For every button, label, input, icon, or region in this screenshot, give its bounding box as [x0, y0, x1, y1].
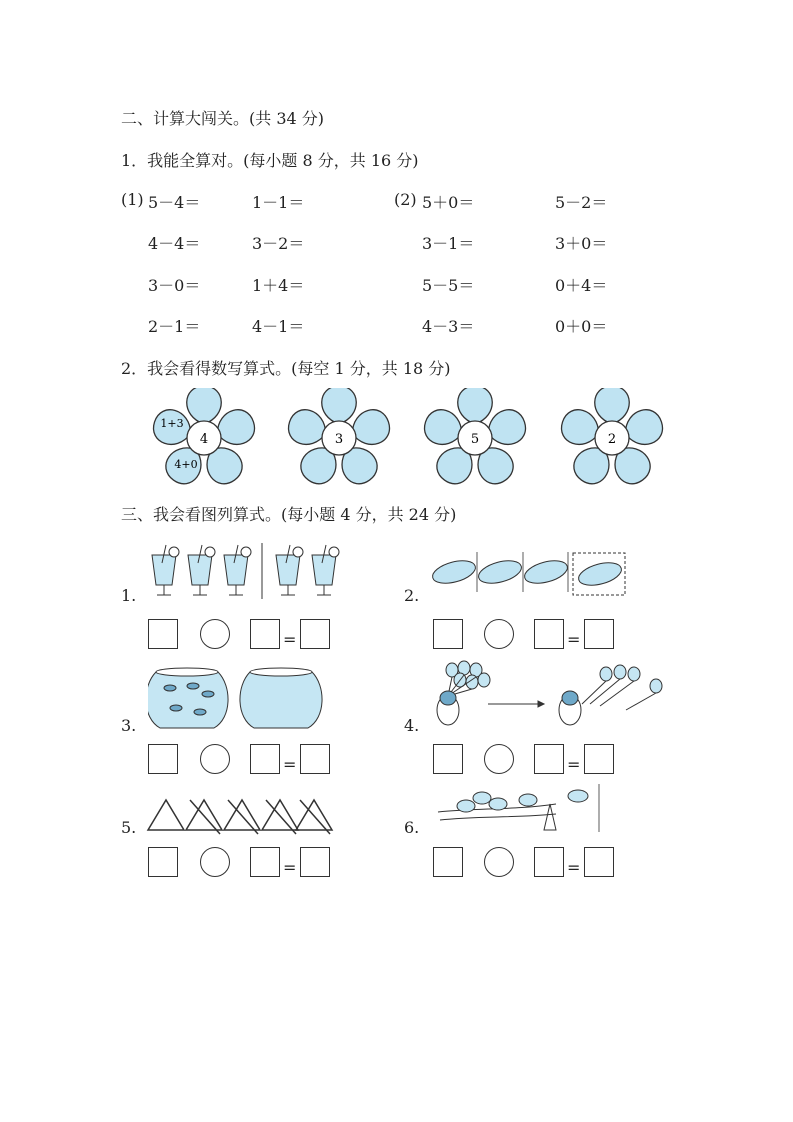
- equation: 1－1＝: [252, 193, 305, 212]
- equation: 1＋4＝: [252, 276, 305, 295]
- equal-sign: =: [283, 630, 297, 649]
- answer-box[interactable]: [534, 619, 564, 649]
- answer-box[interactable]: [584, 744, 614, 774]
- fishbowls-icon: [148, 666, 328, 732]
- equation: 0＋0＝: [555, 317, 608, 336]
- problem-6-label: 6.: [404, 818, 420, 837]
- answer-box[interactable]: [300, 744, 330, 774]
- problem-4-label: 4.: [404, 716, 420, 735]
- flower-3: [420, 388, 530, 488]
- peanuts-icon: [430, 550, 630, 598]
- problem-1-label: 1.: [121, 586, 137, 605]
- answer-box[interactable]: [148, 619, 178, 649]
- answer-box[interactable]: [250, 744, 280, 774]
- equation: 4－4＝: [148, 234, 201, 253]
- flower-4: [557, 388, 667, 488]
- operator-circle[interactable]: [200, 619, 230, 649]
- flowers-row: [140, 388, 680, 488]
- equation: 3－1＝: [422, 234, 475, 253]
- flower-center-number: 5: [470, 432, 480, 447]
- equation: 5－5＝: [422, 276, 475, 295]
- equation: 3＋0＝: [555, 234, 608, 253]
- answer-box[interactable]: [300, 847, 330, 877]
- q1-title: 1．我能全算对。(每小题 8 分，共 16 分): [121, 151, 419, 170]
- answer-box[interactable]: [584, 847, 614, 877]
- equation: 3－0＝: [148, 276, 201, 295]
- triangles-icon: [146, 796, 336, 836]
- answer-box[interactable]: [433, 847, 463, 877]
- equation: 5－2＝: [555, 193, 608, 212]
- answer-box[interactable]: [534, 847, 564, 877]
- answer-box[interactable]: [250, 619, 280, 649]
- q2-title: 2．我会看得数写算式。(每空 1 分，共 18 分): [121, 359, 451, 378]
- equation: 3－2＝: [252, 234, 305, 253]
- equal-sign: =: [567, 755, 581, 774]
- problem-2-label: 2.: [404, 586, 420, 605]
- equation: 5＋0＝: [422, 193, 475, 212]
- birds-on-wire-icon: [436, 784, 606, 834]
- operator-circle[interactable]: [200, 847, 230, 877]
- problem-3-label: 3.: [121, 716, 137, 735]
- equal-sign: =: [283, 755, 297, 774]
- equal-sign: =: [567, 630, 581, 649]
- flower-1: [149, 388, 259, 488]
- operator-circle[interactable]: [484, 744, 514, 774]
- answer-box[interactable]: [433, 619, 463, 649]
- penguin-balloons-icon: [430, 660, 670, 728]
- example-expression: 1+3: [160, 417, 184, 430]
- flower-center-number: 4: [199, 432, 209, 447]
- answer-box[interactable]: [584, 619, 614, 649]
- equation: 4－3＝: [422, 317, 475, 336]
- problem-5-label: 5.: [121, 818, 137, 837]
- operator-circle[interactable]: [484, 847, 514, 877]
- equal-sign: =: [567, 858, 581, 877]
- answer-box[interactable]: [250, 847, 280, 877]
- part1-label: (1): [121, 190, 144, 209]
- flower-2: [284, 388, 394, 488]
- section2-title: 二、计算大闯关。(共 34 分): [121, 109, 325, 128]
- operator-circle[interactable]: [484, 619, 514, 649]
- answer-box[interactable]: [433, 744, 463, 774]
- part2-label: (2): [394, 190, 417, 209]
- juice-cups-icon: [148, 543, 353, 601]
- equal-sign: =: [283, 858, 297, 877]
- flower-center-number: 3: [334, 432, 344, 447]
- operator-circle[interactable]: [200, 744, 230, 774]
- answer-box[interactable]: [534, 744, 564, 774]
- equation: 4－1＝: [252, 317, 305, 336]
- answer-box[interactable]: [300, 619, 330, 649]
- equation: 0＋4＝: [555, 276, 608, 295]
- answer-box[interactable]: [148, 744, 178, 774]
- equation: 5－4＝: [148, 193, 201, 212]
- section3-title: 三、我会看图列算式。(每小题 4 分，共 24 分): [121, 505, 457, 524]
- answer-box[interactable]: [148, 847, 178, 877]
- flower-center-number: 2: [607, 432, 617, 447]
- example-expression: 4+0: [174, 458, 198, 471]
- equation: 2－1＝: [148, 317, 201, 336]
